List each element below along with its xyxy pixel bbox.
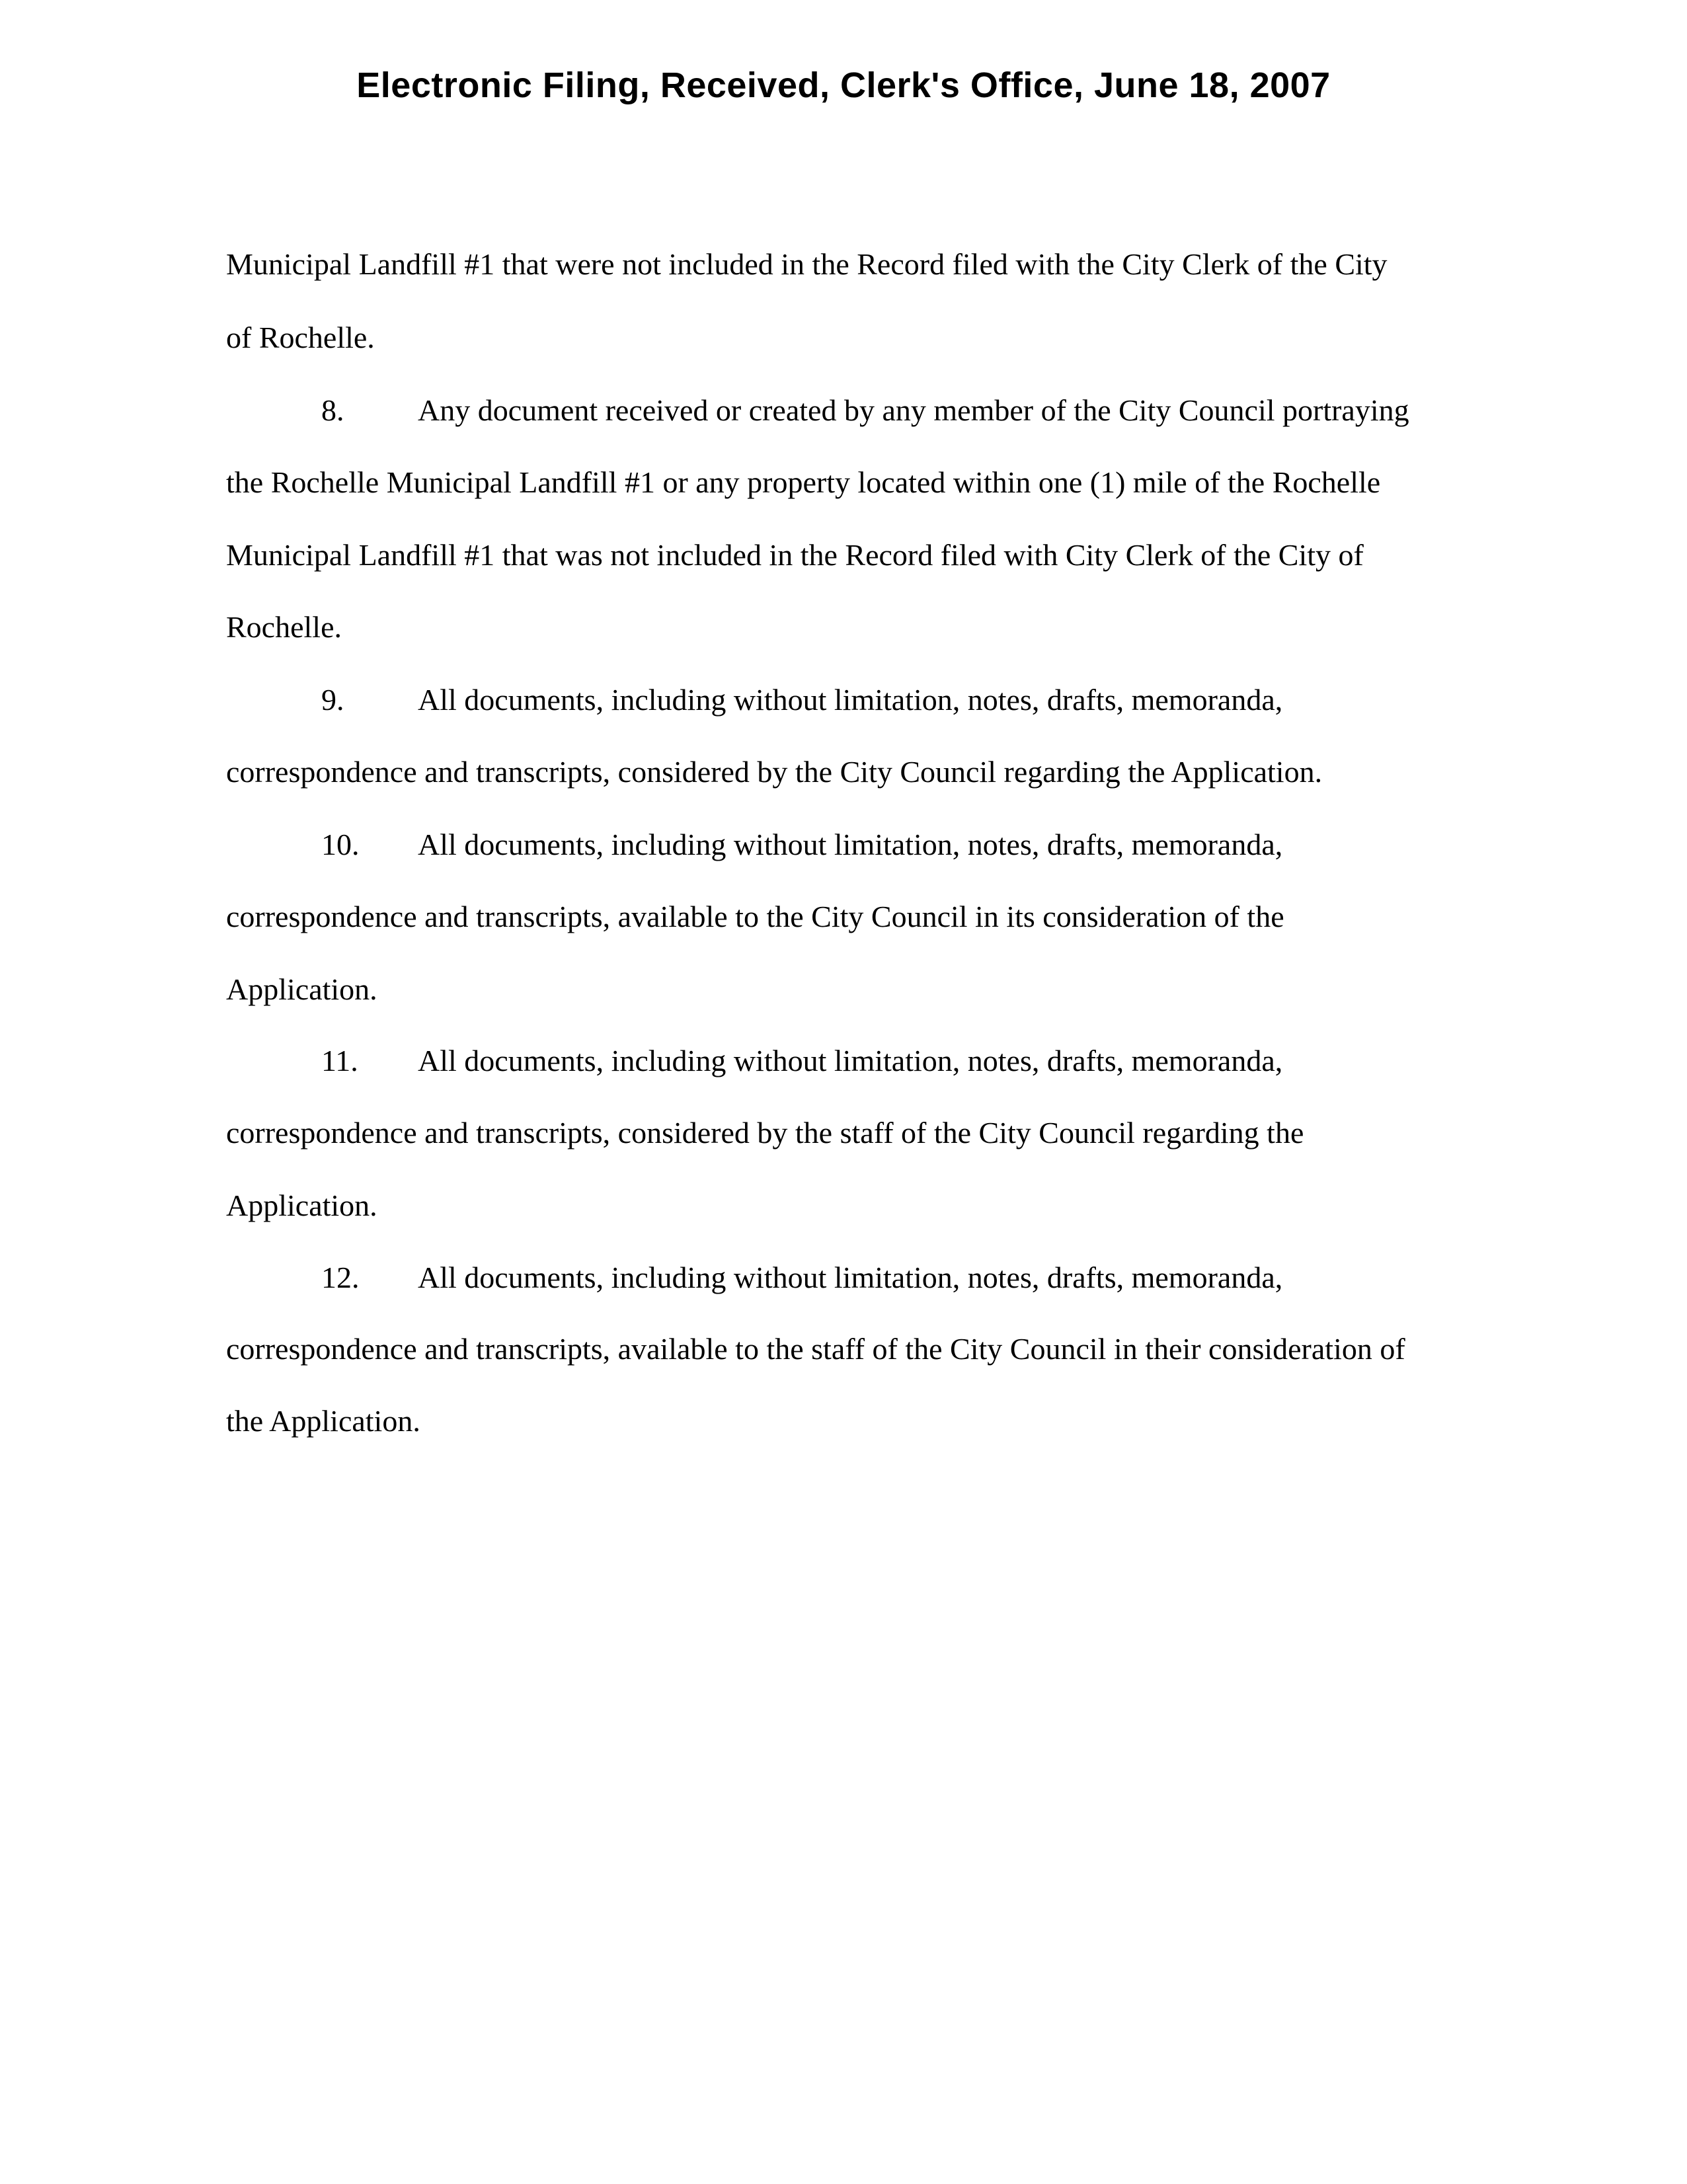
body-line: correspondence and transcripts, available to the staff of the City Council in their consideration of: [226, 1332, 1405, 1366]
paragraph-number: 10.: [321, 828, 360, 861]
body-line: All documents, including without limitation, notes, drafts, memoranda,: [418, 683, 1283, 717]
body-line: the Rochelle Municipal Landfill #1 or any property located within one (1) mile of the Rochelle: [226, 465, 1381, 499]
paragraph-number: 9.: [321, 683, 344, 717]
body-line: Application.: [226, 972, 377, 1006]
body-line: Municipal Landfill #1 that was not included in the Record filed with City Clerk of the City of: [226, 538, 1364, 572]
body-line: Rochelle.: [226, 610, 342, 644]
body-line: All documents, including without limitation, notes, drafts, memoranda,: [418, 1044, 1283, 1077]
body-line: correspondence and transcripts, available to the City Council in its consideration of the: [226, 900, 1284, 933]
body-line: correspondence and transcripts, considered by the staff of the City Council regarding the: [226, 1116, 1304, 1150]
body-line: All documents, including without limitation, notes, drafts, memoranda,: [418, 1261, 1283, 1294]
paragraph-number: 8.: [321, 393, 344, 427]
body-line: Municipal Landfill #1 that were not included in the Record filed with the City Clerk of the City: [226, 247, 1388, 281]
filing-stamp-header: Electronic Filing, Received, Clerk's Office, June 18, 2007: [356, 65, 1331, 105]
body-line: the Application.: [226, 1404, 420, 1438]
paragraph-number: 11.: [321, 1044, 358, 1077]
paragraph-number: 12.: [321, 1261, 360, 1294]
body-line: All documents, including without limitation, notes, drafts, memoranda,: [418, 828, 1283, 861]
body-line: of Rochelle.: [226, 321, 375, 354]
body-line: Application.: [226, 1189, 377, 1222]
body-line: Any document received or created by any member of the City Council portraying: [418, 393, 1409, 427]
body-line: correspondence and transcripts, considered by the City Council regarding the Application.: [226, 755, 1323, 789]
